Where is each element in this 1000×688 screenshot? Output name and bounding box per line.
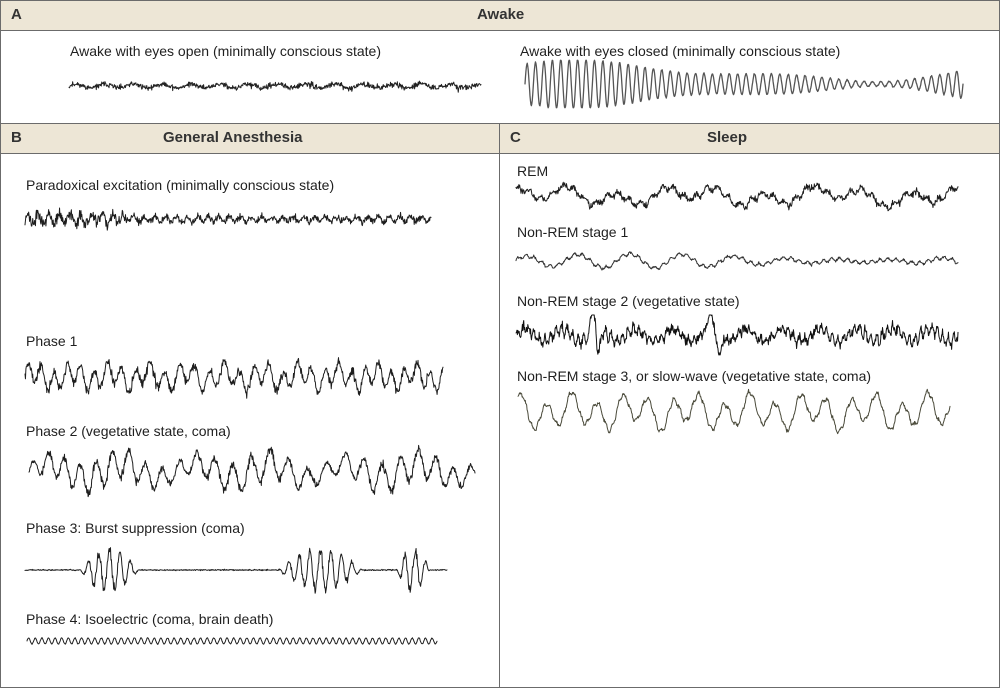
eeg-trace-rem bbox=[516, 177, 958, 215]
trace-label-eyes-open: Awake with eyes open (minimally conscious state) bbox=[70, 43, 381, 59]
eeg-trace-eyes-closed bbox=[525, 59, 963, 109]
panel-header bbox=[1, 124, 499, 154]
panel-title: General Anesthesia bbox=[163, 129, 303, 146]
trace-label-rem: REM bbox=[517, 163, 549, 179]
trace-label-non-rem-stage-3: Non-REM stage 3, or slow-wave (vegetative state, coma) bbox=[517, 368, 872, 384]
eeg-waveform-line bbox=[69, 81, 481, 92]
eeg-waveform-line bbox=[516, 315, 958, 355]
eeg-trace-non-rem-stage-1 bbox=[516, 244, 958, 278]
panel-awake bbox=[0, 0, 1000, 124]
trace-label-phase-3: Phase 3: Burst suppression (coma) bbox=[26, 520, 245, 536]
eeg-trace-phase-1 bbox=[25, 354, 443, 400]
trace-label-phase-1: Phase 1 bbox=[26, 333, 78, 349]
panel-general-anesthesia bbox=[0, 123, 500, 688]
eeg-waveform-line bbox=[25, 208, 431, 230]
eeg-trace-phase-4 bbox=[27, 632, 437, 650]
eeg-waveform-line bbox=[27, 638, 437, 645]
trace-label-eyes-closed: Awake with eyes closed (minimally conscious state) bbox=[520, 43, 841, 59]
panel-title: Awake bbox=[477, 6, 525, 23]
eeg-waveform-line bbox=[25, 358, 443, 399]
panel-letter: B bbox=[11, 129, 22, 146]
eeg-trace-phase-3 bbox=[25, 542, 447, 598]
trace-label-non-rem-stage-1: Non-REM stage 1 bbox=[517, 224, 629, 240]
eeg-trace-non-rem-stage-2 bbox=[516, 314, 958, 356]
eeg-trace-paradoxical-excitation bbox=[25, 197, 431, 241]
eeg-waveform-line bbox=[25, 548, 447, 594]
eeg-waveform-line bbox=[518, 389, 950, 433]
panel-title: Sleep bbox=[707, 129, 748, 146]
trace-label-phase-2: Phase 2 (vegetative state, coma) bbox=[26, 423, 231, 439]
eeg-trace-phase-2 bbox=[29, 444, 475, 498]
panel-header bbox=[500, 124, 999, 154]
panel-sleep bbox=[499, 123, 1000, 688]
trace-label-phase-4: Phase 4: Isoelectric (coma, brain death) bbox=[26, 611, 274, 627]
eeg-trace-non-rem-stage-3 bbox=[518, 386, 950, 438]
eeg-waveform-line bbox=[525, 60, 963, 108]
panel-letter: A bbox=[11, 6, 22, 23]
eeg-waveform-line bbox=[516, 252, 958, 270]
eeg-waveform-line bbox=[516, 182, 958, 210]
trace-label-non-rem-stage-2: Non-REM stage 2 (vegetative state) bbox=[517, 293, 740, 309]
panel-letter: C bbox=[510, 129, 521, 146]
eeg-waveform-line bbox=[29, 445, 475, 496]
eeg-trace-eyes-open bbox=[69, 69, 481, 103]
panel-header bbox=[1, 1, 999, 31]
trace-label-paradoxical-excitation: Paradoxical excitation (minimally conscious state) bbox=[26, 177, 335, 193]
